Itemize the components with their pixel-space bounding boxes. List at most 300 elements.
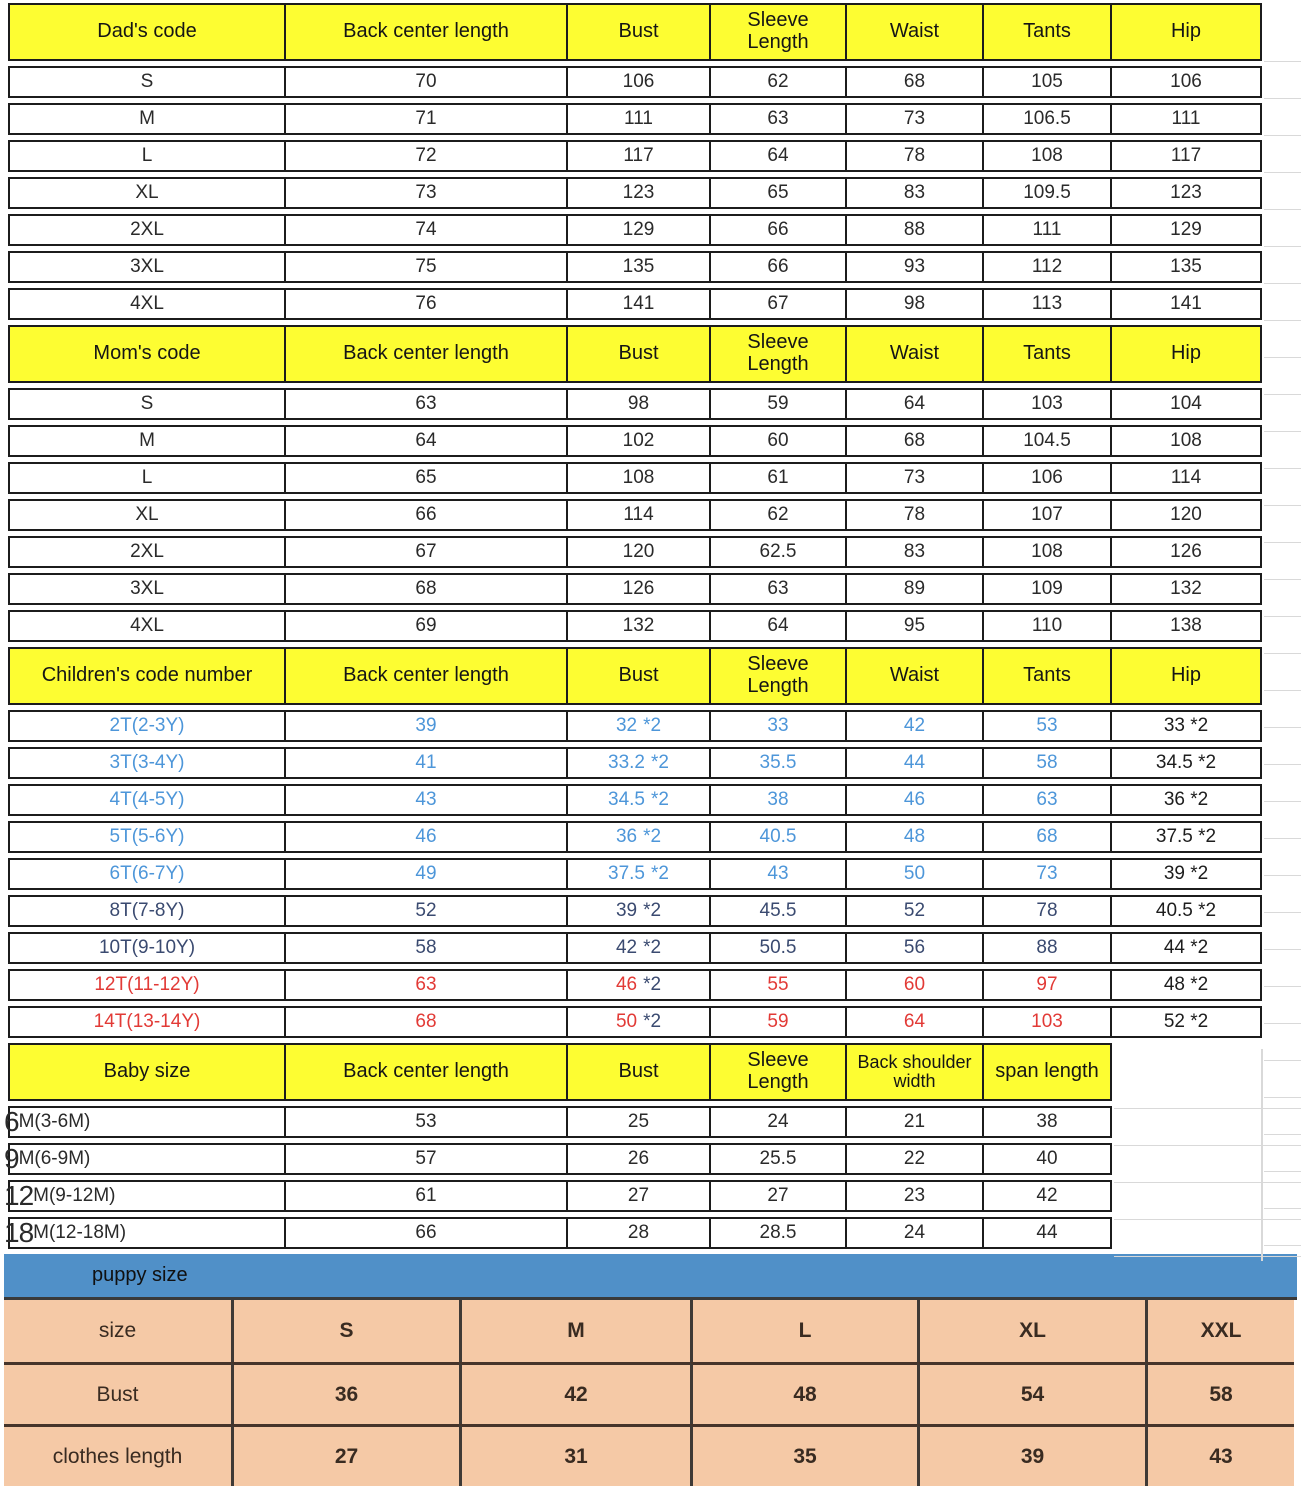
value-cell: 49 (286, 858, 568, 890)
value-cell: 62.5 (711, 536, 847, 568)
value-cell: 78 (847, 140, 984, 172)
value-cell: 112 (984, 251, 1112, 283)
value-cell: 66 (711, 214, 847, 246)
row-label: XL (8, 499, 286, 531)
row-label: 5T(5-6Y) (8, 821, 286, 853)
value-cell: 33 (711, 710, 847, 742)
value-cell: 52 (286, 895, 568, 927)
value-cell (568, 784, 711, 816)
value-cell: 23 (847, 1180, 984, 1212)
row-label: 3XL (8, 573, 286, 605)
column-header: Tants (984, 647, 1112, 705)
row-label: 2XL (8, 214, 286, 246)
table-row (8, 425, 1301, 457)
puppy-size-table (4, 1300, 1294, 1486)
header-row (8, 325, 1301, 383)
value-cell: 67 (711, 288, 847, 320)
value-cell: 113 (984, 288, 1112, 320)
bust-split (616, 974, 661, 996)
value-cell: 70 (286, 66, 568, 98)
value-cell: 57 (286, 1143, 568, 1175)
value-cell (568, 747, 711, 779)
value-cell: 78 (847, 499, 984, 531)
puppy-value-cell: 48 (690, 1362, 917, 1424)
times-two-suffix: *2 (643, 826, 662, 847)
value-cell: 72 (286, 140, 568, 172)
value-cell: 109.5 (984, 177, 1112, 209)
baby-label-range: M(3-6M) (18, 1111, 91, 1132)
value-cell: 39 *2 (1112, 858, 1262, 890)
value-cell: 34.5 *2 (1112, 747, 1262, 779)
table-row (8, 462, 1301, 494)
value-cell: 37.5 *2 (1112, 821, 1262, 853)
row-label: L (8, 140, 286, 172)
value-cell: 40.5 *2 (1112, 895, 1262, 927)
column-header: Sleeve Length (711, 1043, 847, 1101)
value-cell: 21 (847, 1106, 984, 1138)
value-cell: 52 *2 (1112, 1006, 1262, 1038)
value-cell: 106 (568, 66, 711, 98)
value-cell: 88 (984, 932, 1112, 964)
table-title: Children's code number (8, 647, 286, 705)
value-cell: 135 (1112, 251, 1262, 283)
puppy-size-label: size (4, 1300, 231, 1362)
bust-value: 39 (615, 900, 638, 921)
value-cell: 103 (984, 1006, 1112, 1038)
puppy-value-cell: 27 (231, 1424, 459, 1486)
value-cell: 138 (1112, 610, 1262, 642)
times-two-suffix: *2 (651, 863, 669, 884)
value-cell: 68 (847, 66, 984, 98)
value-cell: 68 (286, 1006, 568, 1038)
table-row (8, 288, 1301, 320)
dad-size-table (8, 3, 1301, 320)
value-cell: 123 (568, 177, 711, 209)
row-label: 2XL (8, 536, 286, 568)
value-cell: 62 (711, 499, 847, 531)
value-cell: 83 (847, 536, 984, 568)
value-cell: 28 (568, 1217, 711, 1249)
times-two-suffix: *2 (643, 937, 662, 958)
value-cell: 46 (847, 784, 984, 816)
table-row (8, 66, 1301, 98)
value-cell: 65 (286, 462, 568, 494)
value-cell: 35.5 (711, 747, 847, 779)
bust-split (616, 937, 661, 959)
bust-value: 42 (615, 937, 638, 958)
puppy-column-header: XL (917, 1300, 1145, 1362)
bust-split (616, 900, 661, 922)
puppy-value-cell: 31 (459, 1424, 690, 1486)
bust-split (608, 789, 669, 811)
row-label: 14T(13-14Y) (8, 1006, 286, 1038)
value-cell: 44 *2 (1112, 932, 1262, 964)
table-row (8, 784, 1301, 816)
puppy-value-cell: 35 (690, 1424, 917, 1486)
value-cell: 129 (1112, 214, 1262, 246)
value-cell: 111 (568, 103, 711, 135)
value-cell (568, 821, 711, 853)
puppy-column-header: S (231, 1300, 459, 1362)
table-row (8, 969, 1301, 1001)
baby-label-range: M(9-12M) (33, 1185, 116, 1206)
value-cell: 27 (568, 1180, 711, 1212)
header-row (8, 3, 1301, 61)
puppy-column-header: XXL (1145, 1300, 1294, 1362)
table-row (4, 1180, 1301, 1212)
value-cell: 44 (984, 1217, 1112, 1249)
value-cell: 64 (286, 425, 568, 457)
value-cell: 56 (847, 932, 984, 964)
column-header: Waist (847, 325, 984, 383)
row-label: 4XL (8, 610, 286, 642)
baby-label-text (4, 1106, 90, 1138)
puppy-column-header: M (459, 1300, 690, 1362)
column-header: Hip (1112, 647, 1262, 705)
value-cell: 62 (711, 66, 847, 98)
baby-label-months: 9 (4, 1143, 19, 1174)
value-cell (568, 858, 711, 890)
table-row (8, 103, 1301, 135)
value-cell: 53 (984, 710, 1112, 742)
column-header: Back center length (286, 3, 568, 61)
value-cell: 28.5 (711, 1217, 847, 1249)
value-cell: 78 (984, 895, 1112, 927)
value-cell: 76 (286, 288, 568, 320)
value-cell: 105 (984, 66, 1112, 98)
table-row (8, 140, 1301, 172)
puppy-value-cell: 58 (1145, 1362, 1294, 1424)
row-label (4, 1143, 286, 1175)
value-cell: 33 *2 (1112, 710, 1262, 742)
puppy-header-row (4, 1300, 1294, 1362)
column-header: span length (984, 1043, 1112, 1101)
value-cell: 59 (711, 388, 847, 420)
value-cell: 111 (984, 214, 1112, 246)
value-cell: 63 (711, 573, 847, 605)
baby-label-months: 18 (4, 1217, 34, 1248)
puppy-row-label: Bust (4, 1362, 231, 1424)
column-header: Waist (847, 3, 984, 61)
value-cell: 64 (711, 610, 847, 642)
value-cell: 73 (847, 103, 984, 135)
value-cell (568, 932, 711, 964)
times-two-suffix: *2 (643, 1011, 662, 1032)
value-cell: 61 (711, 462, 847, 494)
row-label: S (8, 66, 286, 98)
table-row (8, 932, 1301, 964)
value-cell: 55 (711, 969, 847, 1001)
puppy-size-band-title: puppy size (92, 1264, 188, 1286)
puppy-value-cell: 39 (917, 1424, 1145, 1486)
family-size-tables (8, 3, 1301, 1038)
table-title: Baby size (8, 1043, 286, 1101)
baby-label-text (4, 1143, 90, 1175)
puppy-table-row (4, 1362, 1294, 1424)
mom-size-table (8, 325, 1301, 642)
table-row (8, 858, 1301, 890)
table-row (4, 1143, 1301, 1175)
value-cell: 59 (711, 1006, 847, 1038)
value-cell: 52 (847, 895, 984, 927)
bust-value: 46 (615, 974, 638, 995)
column-header: Back center length (286, 325, 568, 383)
value-cell: 42 (984, 1180, 1112, 1212)
table-row (8, 388, 1301, 420)
column-header: Sleeve Length (711, 325, 847, 383)
column-header: Sleeve Length (711, 647, 847, 705)
row-label: M (8, 425, 286, 457)
baby-label-range: M(12-18M) (33, 1222, 127, 1243)
value-cell: 67 (286, 536, 568, 568)
value-cell: 61 (286, 1180, 568, 1212)
table-row (8, 499, 1301, 531)
bust-value: 50 (615, 1011, 638, 1032)
value-cell: 65 (711, 177, 847, 209)
value-cell: 68 (847, 425, 984, 457)
value-cell: 120 (1112, 499, 1262, 531)
value-cell: 63 (286, 388, 568, 420)
bust-value: 36 (615, 826, 638, 847)
value-cell: 22 (847, 1143, 984, 1175)
row-label: S (8, 388, 286, 420)
baby-label-months: 6 (4, 1106, 19, 1137)
table-row (8, 610, 1301, 642)
row-label: 6T(6-7Y) (8, 858, 286, 890)
value-cell: 63 (711, 103, 847, 135)
value-cell: 104 (1112, 388, 1262, 420)
bust-value: 33.2 (608, 752, 645, 773)
row-label: M (8, 103, 286, 135)
value-cell: 38 (711, 784, 847, 816)
value-cell: 63 (286, 969, 568, 1001)
value-cell (568, 710, 711, 742)
value-cell: 41 (286, 747, 568, 779)
puppy-column-header: L (690, 1300, 917, 1362)
row-label: 4XL (8, 288, 286, 320)
puppy-size-band (4, 1254, 1297, 1300)
value-cell: 39 (286, 710, 568, 742)
value-cell: 44 (847, 747, 984, 779)
value-cell: 120 (568, 536, 711, 568)
value-cell: 66 (286, 499, 568, 531)
row-label (4, 1180, 286, 1212)
value-cell: 74 (286, 214, 568, 246)
row-label: L (8, 462, 286, 494)
value-cell: 53 (286, 1106, 568, 1138)
value-cell: 123 (1112, 177, 1262, 209)
excel-gridlines-baby-margin (1114, 1049, 1301, 1261)
value-cell: 40.5 (711, 821, 847, 853)
table-row (8, 573, 1301, 605)
value-cell: 68 (984, 821, 1112, 853)
column-header: Tants (984, 3, 1112, 61)
value-cell: 106 (984, 462, 1112, 494)
value-cell: 98 (847, 288, 984, 320)
value-cell: 102 (568, 425, 711, 457)
column-header: Bust (568, 647, 711, 705)
bust-value: 37.5 (608, 863, 645, 884)
column-header: Back center length (286, 647, 568, 705)
value-cell: 40 (984, 1143, 1112, 1175)
baby-label-text (4, 1217, 126, 1249)
value-cell: 107 (984, 499, 1112, 531)
row-label: 3XL (8, 251, 286, 283)
bust-split (616, 715, 661, 737)
column-header: Hip (1112, 3, 1262, 61)
baby-size-table (4, 1043, 1301, 1249)
column-header: Bust (568, 3, 711, 61)
row-label: 10T(9-10Y) (8, 932, 286, 964)
column-header: Hip (1112, 325, 1262, 383)
value-cell: 126 (568, 573, 711, 605)
value-cell: 64 (847, 1006, 984, 1038)
value-cell: 58 (984, 747, 1112, 779)
value-cell: 114 (568, 499, 711, 531)
value-cell: 73 (286, 177, 568, 209)
row-label: 3T(3-4Y) (8, 747, 286, 779)
bust-split (616, 826, 661, 848)
row-label (4, 1217, 286, 1249)
times-two-suffix: *2 (651, 752, 669, 773)
value-cell: 36 *2 (1112, 784, 1262, 816)
value-cell: 132 (1112, 573, 1262, 605)
value-cell: 26 (568, 1143, 711, 1175)
column-header: Bust (568, 325, 711, 383)
times-two-suffix: *2 (643, 900, 662, 921)
row-label: 4T(4-5Y) (8, 784, 286, 816)
value-cell: 66 (286, 1217, 568, 1249)
times-two-suffix: *2 (643, 715, 662, 736)
puppy-row-label: clothes length (4, 1424, 231, 1486)
row-label (4, 1106, 286, 1138)
value-cell: 63 (984, 784, 1112, 816)
column-header: Waist (847, 647, 984, 705)
value-cell: 60 (847, 969, 984, 1001)
value-cell: 114 (1112, 462, 1262, 494)
table-row (8, 895, 1301, 927)
table-row (8, 821, 1301, 853)
baby-label-range: M(6-9M) (18, 1148, 91, 1169)
column-header: Tants (984, 325, 1112, 383)
table-row (8, 536, 1301, 568)
value-cell: 98 (568, 388, 711, 420)
table-row (8, 710, 1301, 742)
value-cell: 73 (847, 462, 984, 494)
value-cell: 135 (568, 251, 711, 283)
row-label: XL (8, 177, 286, 209)
bust-value: 32 (615, 715, 638, 736)
value-cell: 89 (847, 573, 984, 605)
value-cell: 48 *2 (1112, 969, 1262, 1001)
value-cell: 110 (984, 610, 1112, 642)
value-cell (568, 1006, 711, 1038)
puppy-value-cell: 54 (917, 1362, 1145, 1424)
value-cell: 104.5 (984, 425, 1112, 457)
value-cell: 108 (984, 536, 1112, 568)
value-cell: 108 (1112, 425, 1262, 457)
value-cell: 88 (847, 214, 984, 246)
value-cell: 117 (1112, 140, 1262, 172)
column-header: Back shoulder width (847, 1043, 984, 1101)
value-cell: 141 (1112, 288, 1262, 320)
table-title: Dad's code (8, 3, 286, 61)
table-row (8, 214, 1301, 246)
value-cell: 73 (984, 858, 1112, 890)
puppy-table-row (4, 1424, 1294, 1486)
value-cell: 38 (984, 1106, 1112, 1138)
value-cell: 111 (1112, 103, 1262, 135)
times-two-suffix: *2 (651, 789, 669, 810)
value-cell: 58 (286, 932, 568, 964)
value-cell: 64 (847, 388, 984, 420)
value-cell: 141 (568, 288, 711, 320)
bust-split (608, 863, 669, 885)
puppy-value-cell: 43 (1145, 1424, 1294, 1486)
value-cell: 129 (568, 214, 711, 246)
value-cell: 93 (847, 251, 984, 283)
value-cell: 132 (568, 610, 711, 642)
header-row (8, 647, 1301, 705)
column-header: Sleeve Length (711, 3, 847, 61)
value-cell: 27 (711, 1180, 847, 1212)
value-cell: 117 (568, 140, 711, 172)
value-cell: 69 (286, 610, 568, 642)
bust-split (616, 1011, 661, 1033)
value-cell: 108 (984, 140, 1112, 172)
value-cell: 68 (286, 573, 568, 605)
value-cell: 42 (847, 710, 984, 742)
table-row (8, 251, 1301, 283)
value-cell: 97 (984, 969, 1112, 1001)
value-cell: 46 (286, 821, 568, 853)
children-size-table (8, 647, 1301, 1038)
value-cell: 106.5 (984, 103, 1112, 135)
row-label: 8T(7-8Y) (8, 895, 286, 927)
value-cell: 64 (711, 140, 847, 172)
baby-label-months: 12 (4, 1180, 34, 1211)
value-cell: 60 (711, 425, 847, 457)
value-cell: 50 (847, 858, 984, 890)
bust-value: 34.5 (608, 789, 645, 810)
bust-split (608, 752, 669, 774)
value-cell: 43 (286, 784, 568, 816)
value-cell: 103 (984, 388, 1112, 420)
value-cell: 83 (847, 177, 984, 209)
value-cell (568, 969, 711, 1001)
value-cell: 75 (286, 251, 568, 283)
value-cell: 109 (984, 573, 1112, 605)
value-cell: 24 (711, 1106, 847, 1138)
value-cell: 71 (286, 103, 568, 135)
row-label: 2T(2-3Y) (8, 710, 286, 742)
value-cell: 25 (568, 1106, 711, 1138)
value-cell: 25.5 (711, 1143, 847, 1175)
value-cell: 24 (847, 1217, 984, 1249)
value-cell: 95 (847, 610, 984, 642)
header-row (8, 1043, 1301, 1101)
table-row (8, 177, 1301, 209)
puppy-value-cell: 36 (231, 1362, 459, 1424)
value-cell (568, 895, 711, 927)
column-header: Back center length (286, 1043, 568, 1101)
column-header: Bust (568, 1043, 711, 1101)
value-cell: 106 (1112, 66, 1262, 98)
baby-label-text (4, 1180, 116, 1212)
value-cell: 108 (568, 462, 711, 494)
row-label: 12T(11-12Y) (8, 969, 286, 1001)
value-cell: 126 (1112, 536, 1262, 568)
